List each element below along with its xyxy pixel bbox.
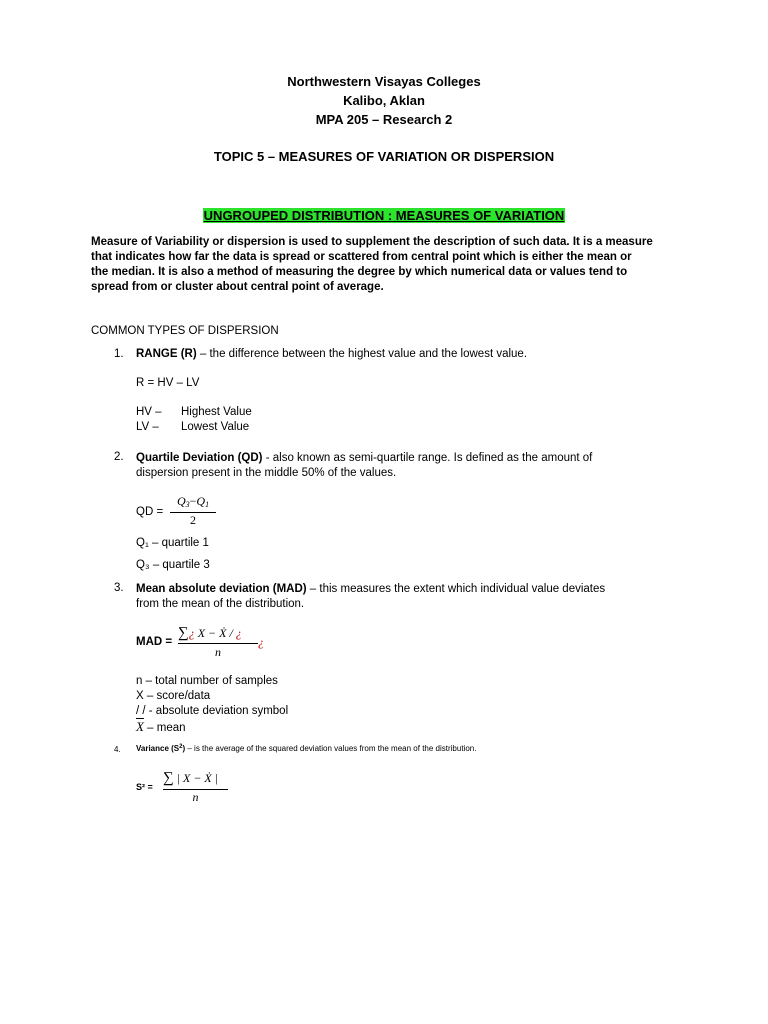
- qd-term: Quartile Deviation (QD): [136, 452, 263, 464]
- mad-legend-n: n – total number of samples: [136, 675, 278, 687]
- qd-denominator: 2: [190, 513, 196, 527]
- mad-denominator: n: [215, 645, 221, 659]
- qd-minus: −: [189, 494, 197, 508]
- intro-line: spread from or cluster about central point of average.: [91, 281, 384, 293]
- mad-glyph: ¿: [188, 626, 195, 640]
- school-location: Kalibo, Aklan: [343, 93, 425, 108]
- mad-term: Mean absolute deviation (MAD): [136, 583, 307, 595]
- variance-term: Variance $(S^2)$: [136, 744, 186, 753]
- mad-desc-2: from the mean of the distribution.: [136, 598, 305, 610]
- mad-numerator: [178, 625, 268, 642]
- mad-lhs: MAD =: [136, 636, 173, 648]
- qd-legend-q1: Q₁ – quartile 1: [136, 537, 209, 549]
- qd-q1-sub: 1: [205, 500, 210, 509]
- mad-glyph: ¿: [235, 626, 242, 640]
- qd-q1: Q: [196, 494, 206, 508]
- mad-definition: [136, 582, 676, 612]
- school-name: Northwestern Visayas Colleges: [287, 74, 481, 89]
- qd-q3: Q: [176, 494, 186, 508]
- intro-paragraph: [91, 235, 691, 295]
- variance-numerator: [163, 770, 233, 787]
- mad-glyph-trailing: ¿: [258, 635, 264, 649]
- variance-body: | X − Ẋ |: [176, 771, 219, 785]
- item-number: 4.: [114, 745, 121, 754]
- sigma-icon: ∑: [163, 770, 174, 786]
- intro-line: the median. It is also a method of measuring the degree by which numerical data or values tend to: [91, 266, 628, 278]
- range-legend-text: Highest Value: [181, 406, 252, 418]
- variance-desc: – is the average of the squared deviation values from the mean of the distribution.: [185, 744, 477, 753]
- mad-legend: [136, 674, 288, 736]
- qd-desc-2: dispersion present in the middle 50% of the values.: [136, 467, 397, 479]
- qd-desc: - also known as semi-quartile range. Is defined as the amount of: [262, 452, 593, 464]
- mad-legend-mean-text: – mean: [147, 722, 186, 734]
- qd-numerator: [170, 494, 216, 509]
- range-definition: [136, 348, 527, 360]
- range-legend-sym: HV –: [136, 406, 162, 418]
- range-formula: R = HV – LV: [136, 377, 200, 389]
- xbar-symbol: $\overline{X}$: [136, 719, 144, 734]
- mad-body: X − Ẋ /: [194, 626, 236, 640]
- item-number: 1.: [114, 348, 124, 360]
- range-legend-text: Lowest Value: [181, 421, 250, 433]
- intro-line: that indicates how far the data is spread or scattered from central point which is either the mean or: [91, 251, 632, 263]
- qd-q3-sub: 3: [185, 500, 190, 509]
- range-term: RANGE (R): [136, 348, 197, 360]
- section-heading-text: UNGROUPED DISTRIBUTION : MEASURES OF VARIATION: [203, 208, 565, 223]
- mad-fraction-bar: [178, 643, 258, 644]
- qd-legend-q3: Q₃ – quartile 3: [136, 559, 210, 571]
- variance-lhs: S² =: [136, 782, 153, 792]
- item-number: 3.: [114, 582, 124, 594]
- variance-denominator: n: [192, 790, 199, 804]
- section-heading: [0, 208, 768, 223]
- topic-title: TOPIC 5 – MEASURES OF VARIATION OR DISPERSION: [213, 149, 555, 164]
- mad-legend-abs: / / - absolute deviation symbol: [136, 705, 289, 717]
- mad-desc: – this measures the extent which individual value deviates: [306, 583, 606, 595]
- qd-definition: [136, 451, 656, 481]
- types-heading: COMMON TYPES OF DISPERSION: [91, 325, 279, 337]
- intro-line: Measure of Variability or dispersion is used to supplement the description of such data. It is a measure: [91, 236, 653, 248]
- range-desc: – the difference between the highest value and the lowest value.: [196, 348, 528, 360]
- item-number: 2.: [114, 451, 124, 463]
- sigma-icon: ∑: [178, 625, 189, 641]
- range-legend-sym: LV –: [136, 421, 159, 433]
- qd-lhs: QD =: [136, 506, 164, 518]
- mad-legend-x: X – score/data: [136, 690, 211, 702]
- course-title: MPA 205 – Research 2: [315, 112, 453, 127]
- variance-definition: [136, 744, 476, 753]
- mad-legend-mean: [136, 719, 288, 736]
